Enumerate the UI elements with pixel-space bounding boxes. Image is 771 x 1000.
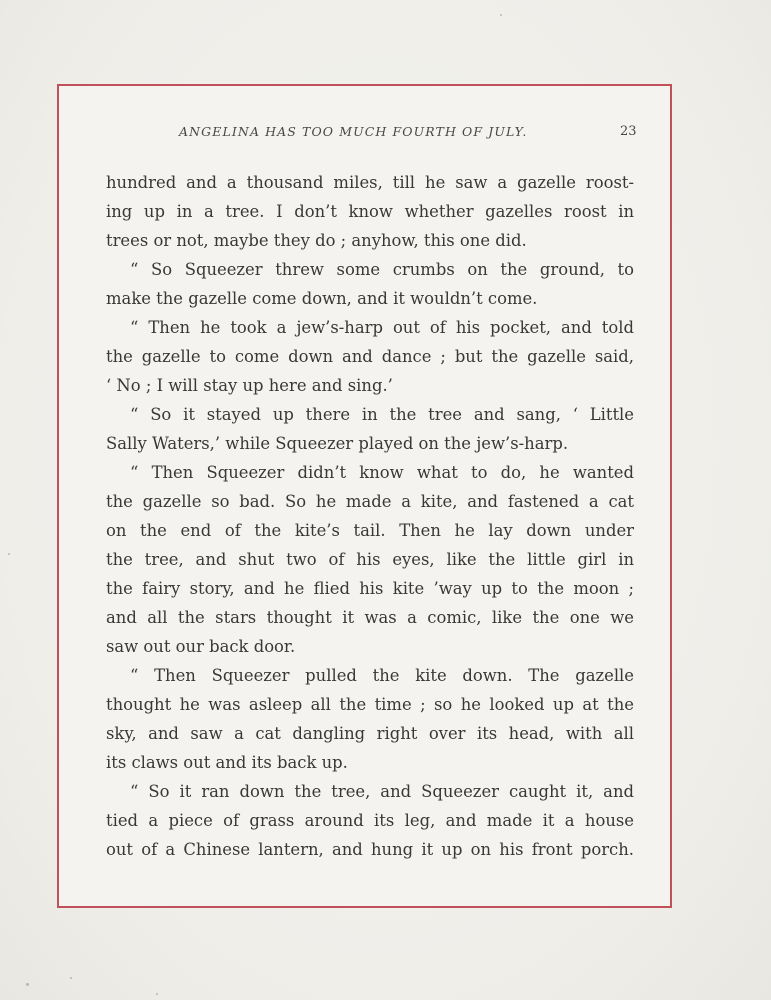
paper-speck [156,993,158,995]
text-line: out of a Chinese lantern, and hung it up on his front porch. [106,840,634,859]
text-line: ‘ No ; I will stay up here and sing.’ [106,376,393,395]
text-line: “ Then Squeezer didn’t know what to do, he wanted [130,463,634,482]
running-title: ANGELINA HAS TOO MUCH FOURTH OF JULY. [179,124,528,139]
text-line: the gazelle so bad. So he made a kite, and fastened a cat [106,492,634,511]
text-line: “ Then he took a jew’s-harp out of his pocket, and told [130,318,634,337]
text-line: trees or not, maybe they do ; anyhow, this one did. [106,231,527,250]
text-line: “ So it stayed up there in the tree and sang, ‘ Little [130,405,634,424]
body-text [106,168,634,864]
text-line: Sally Waters,’ while Squeezer played on the jew’s-harp. [106,434,569,453]
paper-speck [8,553,10,555]
page-header [59,124,670,140]
text-line: its claws out and its back up. [106,753,348,772]
text-line: tied a piece of grass around its leg, and made it a house [106,811,634,830]
text-line: thought he was asleep all the time ; so he looked up at the [106,695,634,714]
text-line: ing up in a tree. I don’t know whether gazelles roost in [106,202,634,221]
paper-speck [70,977,72,979]
text-line: make the gazelle come down, and it wouldn’t come. [106,289,538,308]
text-line: “ Then Squeezer pulled the kite down. The gazelle [130,666,634,685]
text-line: “ So Squeezer threw some crumbs on the ground, to [130,260,634,279]
text-line: sky, and saw a cat dangling right over its head, with all [106,724,634,743]
page-border-frame [57,84,672,908]
text-line: “ So it ran down the tree, and Squeezer caught it, and [130,782,634,801]
page-number: 23 [620,124,637,139]
text-line: and all the stars thought it was a comic, like the one we [106,608,634,627]
text-line: on the end of the kite’s tail. Then he lay down under [106,521,634,540]
paper-speck [26,983,29,986]
paper-speck [500,14,502,16]
text-line: the gazelle to come down and dance ; but the gazelle said, [106,347,634,366]
text-line: saw out our back door. [106,637,296,656]
text-line: hundred and a thousand miles, till he saw a gazelle roost- [106,173,634,192]
text-line: the tree, and shut two of his eyes, like the little girl in [106,550,634,569]
text-line: the fairy story, and he flied his kite ’way up to the moon ; [106,579,634,598]
